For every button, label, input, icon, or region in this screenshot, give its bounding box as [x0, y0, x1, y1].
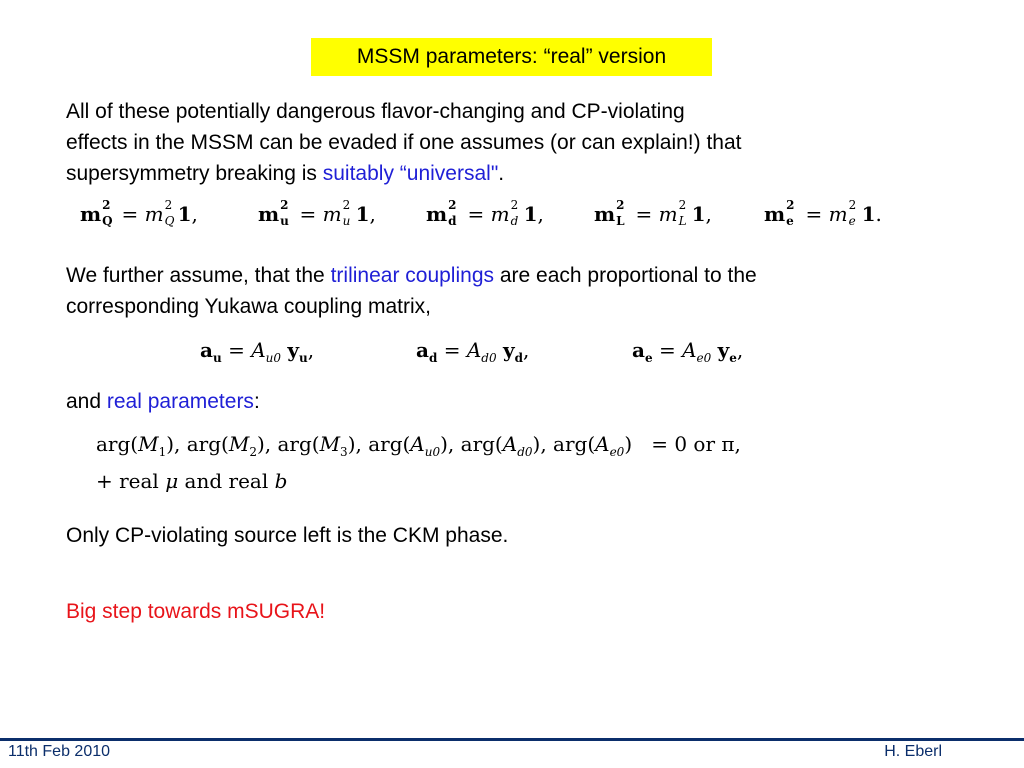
footer-divider	[0, 738, 1024, 741]
intro-line-3-end: .	[498, 162, 505, 185]
mass-term-d: m 2 d = m 2 d 1,	[426, 198, 544, 228]
mass-term-l: m 2 L = m 2 L 1,	[594, 198, 712, 228]
trilinear-couplings-highlight: trilinear couplings	[330, 264, 494, 287]
intro-line-3	[66, 158, 741, 189]
intro-line-1: All of these potentially dangerous flavor-changing and CP-violating	[66, 100, 685, 123]
mass-term-e: m 2 e = m 2 e 1.	[764, 198, 882, 228]
intro-line-3-text: supersymmetry breaking is	[66, 162, 323, 185]
ckm-note: Only CP-violating source left is the CKM phase.	[66, 524, 509, 547]
footer-date: 11th Feb 2010	[8, 743, 111, 760]
phase-conditions: $arg(M_1)$, $arg(M_2)$, $arg(M_3)$, $arg(A_{u0})$, $arg(A_{d0})$, $arg(A_{e0})$ = 0 or π,	[96, 432, 741, 459]
soft-mass-equations	[80, 198, 900, 244]
real-parameters-highlight: real parameters	[106, 390, 254, 413]
trilinear-line-1-end: are each proportional to the	[494, 264, 757, 287]
trilinear-line-1	[66, 260, 757, 291]
trilinear-line-2: corresponding Yukawa coupling matrix,	[66, 295, 431, 318]
mass-term-u: m 2 u = m 2 u 1,	[258, 198, 376, 228]
real-mu-b-line: + real μ and real b	[96, 469, 288, 493]
trilinear-term-e: $a_e = A_{e0}$ $y_e$,	[632, 338, 744, 365]
mass-term-q: m 2 Q = m 2 Q 1,	[80, 198, 198, 228]
trilinear-term-d: $a_d = A_{d0}$ $y_d$,	[416, 338, 530, 365]
suitably-universal-highlight: suitably “universal"	[322, 162, 499, 185]
slide-title: MSSM parameters: “real” version	[311, 38, 712, 76]
real-params-end: :	[253, 390, 260, 413]
trilinear-paragraph	[66, 260, 757, 322]
real-params-text: and	[66, 390, 107, 413]
msugra-note: Big step towards mSUGRA!	[66, 600, 326, 623]
footer-author: H. Eberl	[884, 743, 942, 760]
phase-condition-rhs: = 0 or π,	[651, 432, 741, 456]
intro-line-2: effects in the MSSM can be evaded if one assumes (or can explain!) that	[66, 131, 742, 154]
trilinear-term-u: $a_u = A_{u0}$ $y_u$,	[200, 338, 315, 365]
intro-paragraph	[66, 96, 741, 189]
real-params-line	[66, 386, 260, 417]
trilinear-equations	[200, 340, 800, 374]
trilinear-line-1-text: We further assume, that the	[66, 264, 331, 287]
